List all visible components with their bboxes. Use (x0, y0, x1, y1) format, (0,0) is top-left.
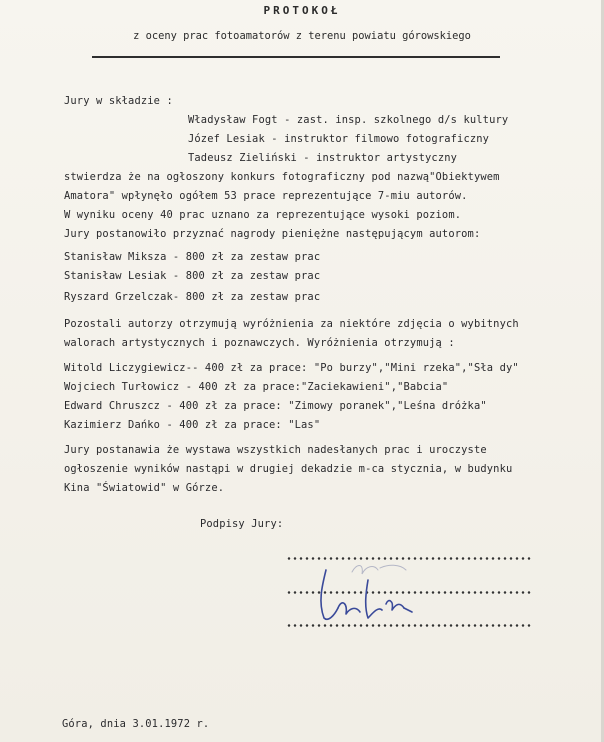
signatures-label: Podpisy Jury: (200, 518, 284, 530)
body-line: stwierdza że na ogłoszony konkurs fotograficzny pod nazwą"Obiektywem (64, 171, 500, 183)
document-title: PROTOKOŁ (263, 4, 341, 17)
signature-stroke (386, 601, 404, 610)
closing-line: ogłoszenie wyników nastąpi w drugiej dekadzie m-ca stycznia, w budynku (64, 463, 513, 475)
signature-stroke (338, 603, 360, 614)
prize-line: Ryszard Grzelczak- 800 zł za zestaw prac (64, 291, 321, 303)
title-underline (92, 56, 500, 58)
signature-stroke (404, 608, 412, 612)
jury-member: Tadeusz Zieliński - instruktor artystyczny (188, 152, 458, 164)
document-subtitle: z oceny prac fotoamatorów z terenu powiatu górowskiego (133, 30, 471, 42)
distinction-line: Edward Chruszcz - 400 zł za prace: "Zimowy poranek","Leśna dróżka" (64, 400, 487, 412)
body-line: Jury postanowiło przyznać nagrody pieniężne następującym autorom: (64, 228, 481, 240)
prize-line: Stanisław Miksza - 800 zł za zestaw prac (64, 251, 321, 263)
body-line: W wyniku oceny 40 prac uznano za reprezentujące wysoki poziom. (64, 209, 462, 221)
body-line: Amatora" wpłynęło ogółem 53 prace reprezentujące 7-miu autorów. (64, 190, 468, 202)
place-and-date: Góra, dnia 3.01.1972 r. (62, 718, 210, 730)
signature-stroke (366, 580, 382, 618)
closing-line: Kina "Światowid" w Górze. (64, 482, 225, 494)
distinction-line: Wojciech Turłowicz - 400 zł za prace:"Zaciekawieni","Babcia" (64, 381, 449, 393)
closing-line: Jury postanawia że wystawa wszystkich nadesłanych prac i uroczyste (64, 444, 487, 456)
handwritten-signature (308, 558, 428, 628)
signature-stroke (352, 566, 378, 575)
distinction-intro-line: Pozostali autorzy otrzymują wyróżnienia za niektóre zdjęcia o wybitnych (64, 318, 519, 330)
signature-stroke (321, 570, 338, 619)
prize-line: Stanisław Lesiak - 800 zł za zestaw prac (64, 270, 321, 282)
jury-member: Władysław Fogt - zast. insp. szkolnego d/s kultury (188, 114, 509, 126)
jury-member: Józef Lesiak - instruktor filmowo fotograficzny (188, 133, 490, 145)
signature-stroke (380, 565, 406, 570)
distinction-line: Witold Liczygiewicz-- 400 zł za prace: "Po burzy","Mini rzeka","Sła dy" (64, 362, 519, 374)
distinction-line: Kazimierz Dańko - 400 zł za prace: "Las" (64, 419, 321, 431)
jury-intro: Jury w składzie : (64, 95, 173, 107)
distinction-intro-line: walorach artystycznych i poznawczych. Wyróżnienia otrzymują : (64, 337, 455, 349)
